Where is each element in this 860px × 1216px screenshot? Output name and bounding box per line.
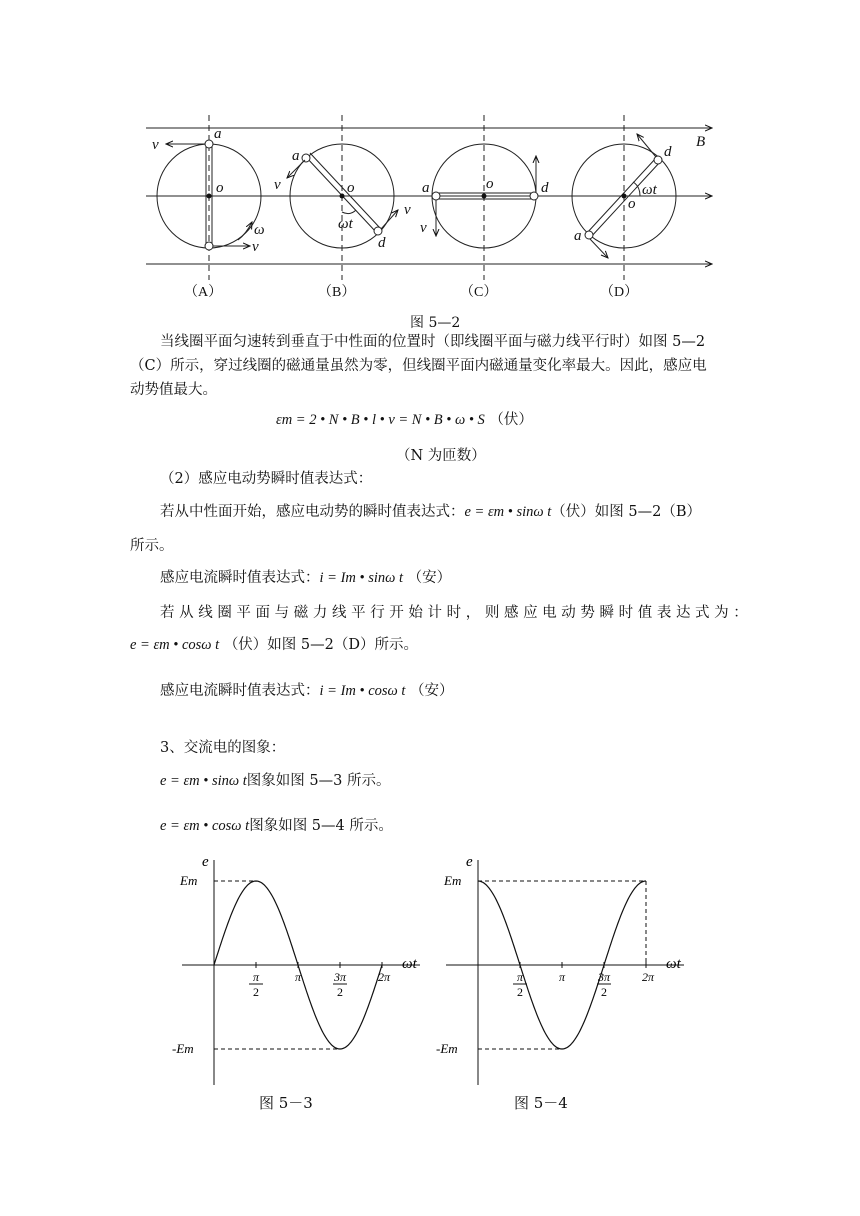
svg-text:v: v xyxy=(404,202,411,218)
para1-line2: （C）所示，穿过线圈的磁通量虽然为零，但线圈平面内磁通量变化率最大。因此，感应电 xyxy=(130,358,707,374)
y-tick-em: Em xyxy=(180,873,198,888)
svg-text:ωt: ωt xyxy=(642,182,657,198)
svg-text:v: v xyxy=(252,239,259,255)
svg-text:d: d xyxy=(378,235,386,251)
x-tick-label: 2 xyxy=(517,985,523,999)
neutral-plane-line: 若从中性面开始，感应电动势的瞬时值表达式：e = εm • sinω t（伏）如图 5—2（B） xyxy=(160,504,702,520)
svg-text:v: v xyxy=(274,177,281,193)
y-axis-label: e xyxy=(202,854,209,870)
label-B: B xyxy=(696,134,706,150)
figure-5-4-caption: 图 5－4 xyxy=(514,1094,568,1112)
para1-line1: 当线圈平面匀速转到垂直于中性面的位置时（即线圈平面与磁力线平行时）如图 5—2 xyxy=(160,334,706,350)
formula-em: εm = 2 • N • B • l • v = N • B • ω • S （伏） xyxy=(276,412,533,428)
chart-cos xyxy=(434,850,704,1100)
svg-text:d: d xyxy=(541,180,549,196)
para1-line3: 动势值最大。 xyxy=(130,382,217,398)
x-tick-label: π xyxy=(559,970,566,984)
figure-5-3-caption: 图 5－3 xyxy=(259,1094,313,1112)
heading-2: （2）感应电动势瞬时值表达式： xyxy=(160,471,373,487)
x-tick-label: 2 xyxy=(337,985,343,999)
x-tick-label: π xyxy=(252,970,260,984)
x-axis-label: ωt xyxy=(666,956,681,972)
svg-text:o: o xyxy=(216,180,224,196)
x-tick-label: 3π xyxy=(333,970,347,984)
y-tick-neg-em: -Em xyxy=(172,1041,194,1056)
svg-text:v: v xyxy=(152,137,159,153)
svg-text:a: a xyxy=(214,126,222,142)
svg-text:（D）: （D） xyxy=(600,285,639,300)
y-axis-label: e xyxy=(466,854,473,870)
svg-text:d: d xyxy=(664,144,672,160)
figure-5-2 xyxy=(0,0,860,310)
svg-text:v: v xyxy=(420,220,427,236)
svg-text:（C）: （C） xyxy=(460,285,498,300)
y-tick-em: Em xyxy=(444,873,462,888)
current-sin-line: 感应电流瞬时值表达式：i = Im • sinω t （安） xyxy=(160,570,452,586)
x-tick-label: 2 xyxy=(253,985,259,999)
neutral-plane-line-end: 所示。 xyxy=(130,538,174,554)
x-tick-label: 2 xyxy=(601,985,607,999)
x-tick-label: 2π xyxy=(378,970,391,984)
x-tick-label: 3π xyxy=(597,970,611,984)
y-tick-neg-em: -Em xyxy=(436,1041,458,1056)
svg-text:o: o xyxy=(347,180,355,196)
svg-text:a: a xyxy=(422,180,430,196)
x-tick-label: 2π xyxy=(642,970,655,984)
svg-text:（B）: （B） xyxy=(318,285,356,300)
x-tick-label: π xyxy=(295,970,302,984)
graph-cos-line: e = εm • cosω t图象如图 5—4 所示。 xyxy=(160,818,393,834)
svg-text:a: a xyxy=(292,148,300,164)
svg-text:o: o xyxy=(628,196,636,212)
figure-5-2-caption: 图 5—2 xyxy=(410,315,461,331)
x-axis-label: ωt xyxy=(402,956,417,972)
heading-3: 3、交流电的图象： xyxy=(160,740,286,756)
svg-text:a: a xyxy=(574,228,582,244)
current-cos-line: 感应电流瞬时值表达式：i = Im • cosω t （安） xyxy=(160,683,454,699)
parallel-formula-line: e = εm • cosω t （伏）如图 5—2（D）所示。 xyxy=(130,637,418,653)
svg-text:ωt: ωt xyxy=(338,216,353,232)
x-tick-label: π xyxy=(516,970,524,984)
svg-text:ω: ω xyxy=(254,222,265,238)
graph-sin-line: e = εm • sinω t图象如图 5—3 所示。 xyxy=(160,773,391,789)
chart-sin xyxy=(170,850,440,1100)
note-n: （N 为匝数） xyxy=(396,448,486,464)
svg-text:（A）: （A） xyxy=(184,285,223,300)
parallel-line: 若 从 线 圈 平 面 与 磁 力 线 平 行 开 始 计 时 ， 则 感 应 电 动 势 瞬 时 值 表 达 式 为 ： xyxy=(160,605,748,621)
svg-text:o: o xyxy=(486,176,494,192)
